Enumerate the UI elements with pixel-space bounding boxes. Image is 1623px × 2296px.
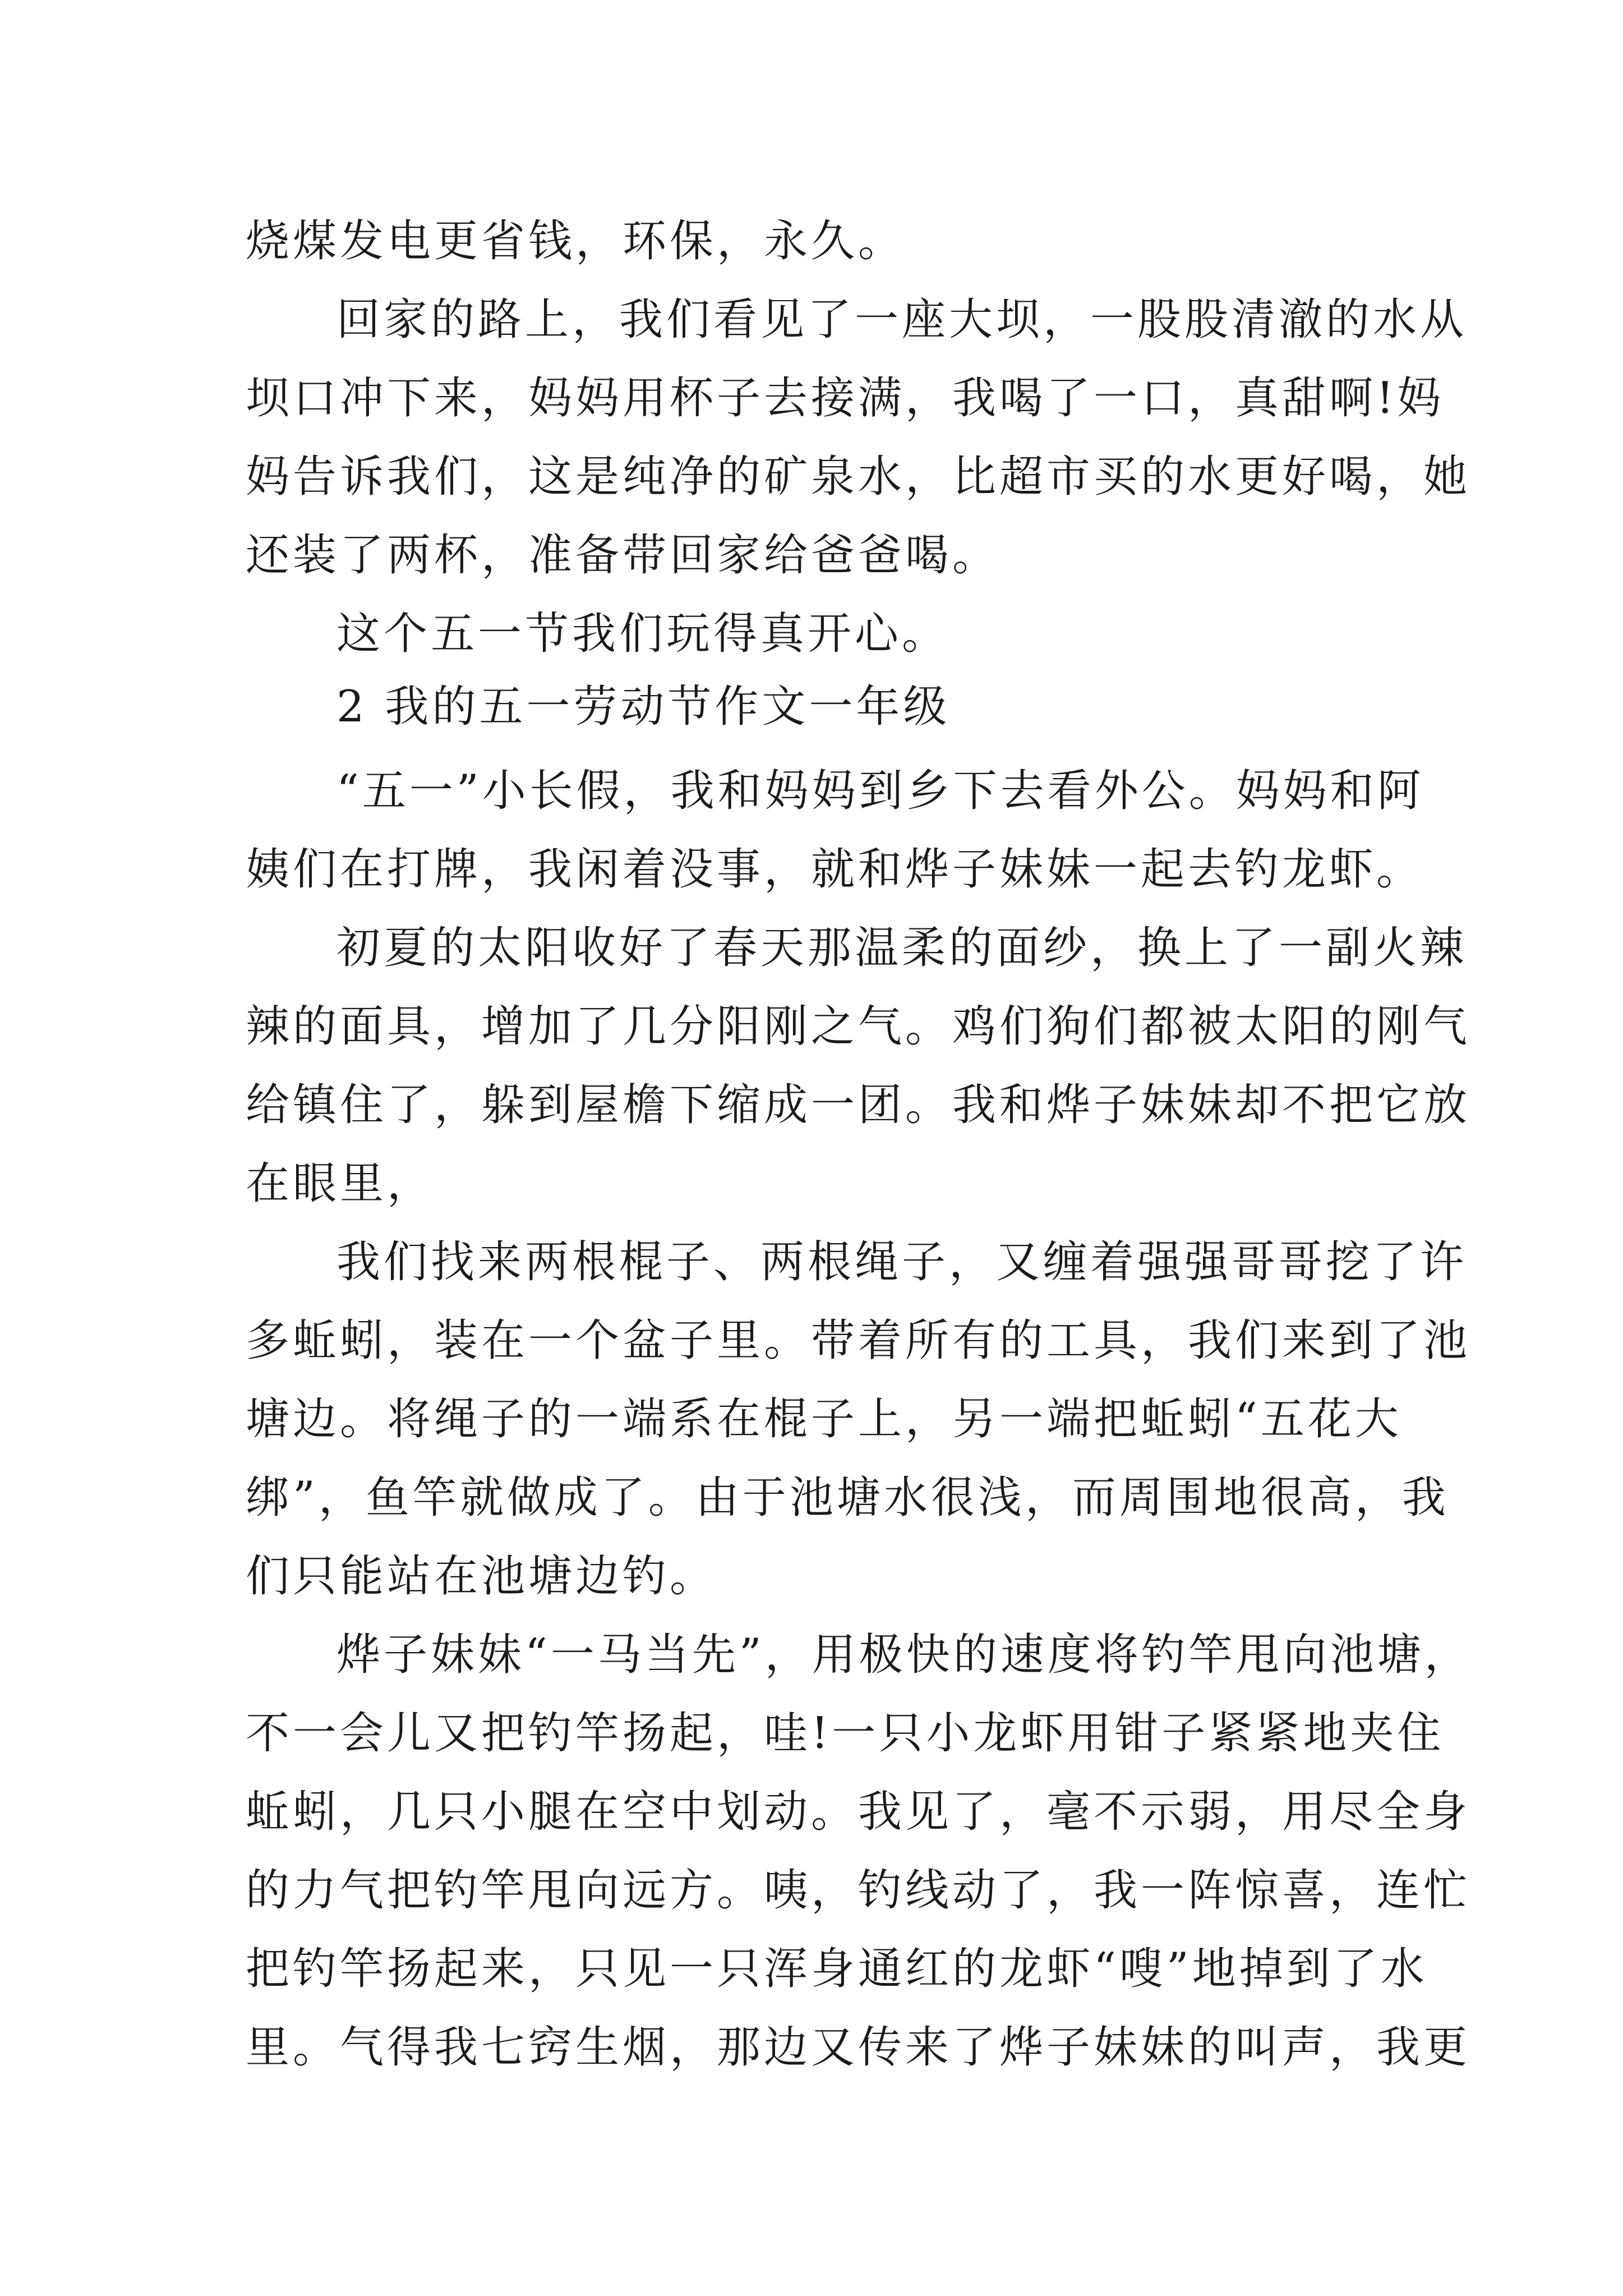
text-line: 绑”，鱼竿就做成了。由于池塘水很浅，而周围地很高，我 (246, 1473, 1449, 1523)
text-line: 在眼里， (246, 1158, 435, 1209)
text-line: 把钓竿扬起来，只见一只浑身通红的龙虾“嗖”地掉到了水 (246, 1944, 1428, 1994)
text-line: “五一”小长假，我和妈妈到乡下去看外公。妈妈和阿 (336, 766, 1424, 816)
text-line: 塘边。将绳子的一端系在棍子上，另一端把蚯蚓“五花大 (246, 1394, 1402, 1444)
text-line: 的力气把钓竿甩向远方。咦，钓线动了，我一阵惊喜，连忙 (246, 1865, 1471, 1916)
text-line: 里。气得我七窍生烟，那边又传来了烨子妹妹的叫声，我更 (246, 2022, 1471, 2073)
text-line: 给镇住了，躲到屋檐下缩成一团。我和烨子妹妹却不把它放 (246, 1080, 1471, 1130)
text-line: 这个五一节我们玩得真开心。 (336, 609, 949, 659)
text-line: 我们找来两根棍子、两根绳子，又缠着强强哥哥挖了许 (336, 1237, 1468, 1287)
text-line: 初夏的太阳收好了春天那温柔的面纱，换上了一副火辣 (336, 923, 1468, 973)
text-line: 坝口冲下来，妈妈用杯子去接满，我喝了一口，真甜啊!妈 (246, 373, 1445, 424)
text-line: 蚯蚓，几只小腿在空中划动。我见了，毫不示弱，用尽全身 (246, 1787, 1471, 1837)
text-line: 们只能站在池塘边钓。 (246, 1551, 717, 1602)
text-line: 烧煤发电更省钱，环保，永久。 (246, 216, 906, 266)
section-heading: 2 我的五一劳动节作文一年级 (336, 682, 951, 732)
text-line: 回家的路上，我们看见了一座大坝，一股股清澈的水从 (336, 295, 1468, 345)
text-line: 辣的面具，增加了几分阳刚之气。鸡们狗们都被太阳的刚气 (246, 1001, 1471, 1052)
text-line: 还装了两杯，准备带回家给爸爸喝。 (246, 530, 1000, 581)
text-line: 姨们在打牌，我闲着没事，就和烨子妹妹一起去钓龙虾。 (246, 844, 1424, 895)
text-line: 多蚯蚓，装在一个盆子里。带着所有的工具，我们来到了池 (246, 1315, 1471, 1366)
text-line: 妈告诉我们，这是纯净的矿泉水，比超市买的水更好喝，她 (246, 452, 1471, 502)
text-line: 不一会儿又把钓竿扬起，哇!一只小龙虾用钳子紧紧地夹住 (246, 1708, 1445, 1759)
text-line: 烨子妹妹“一马当先”，用极快的速度将钓竿甩向池塘， (336, 1630, 1472, 1680)
